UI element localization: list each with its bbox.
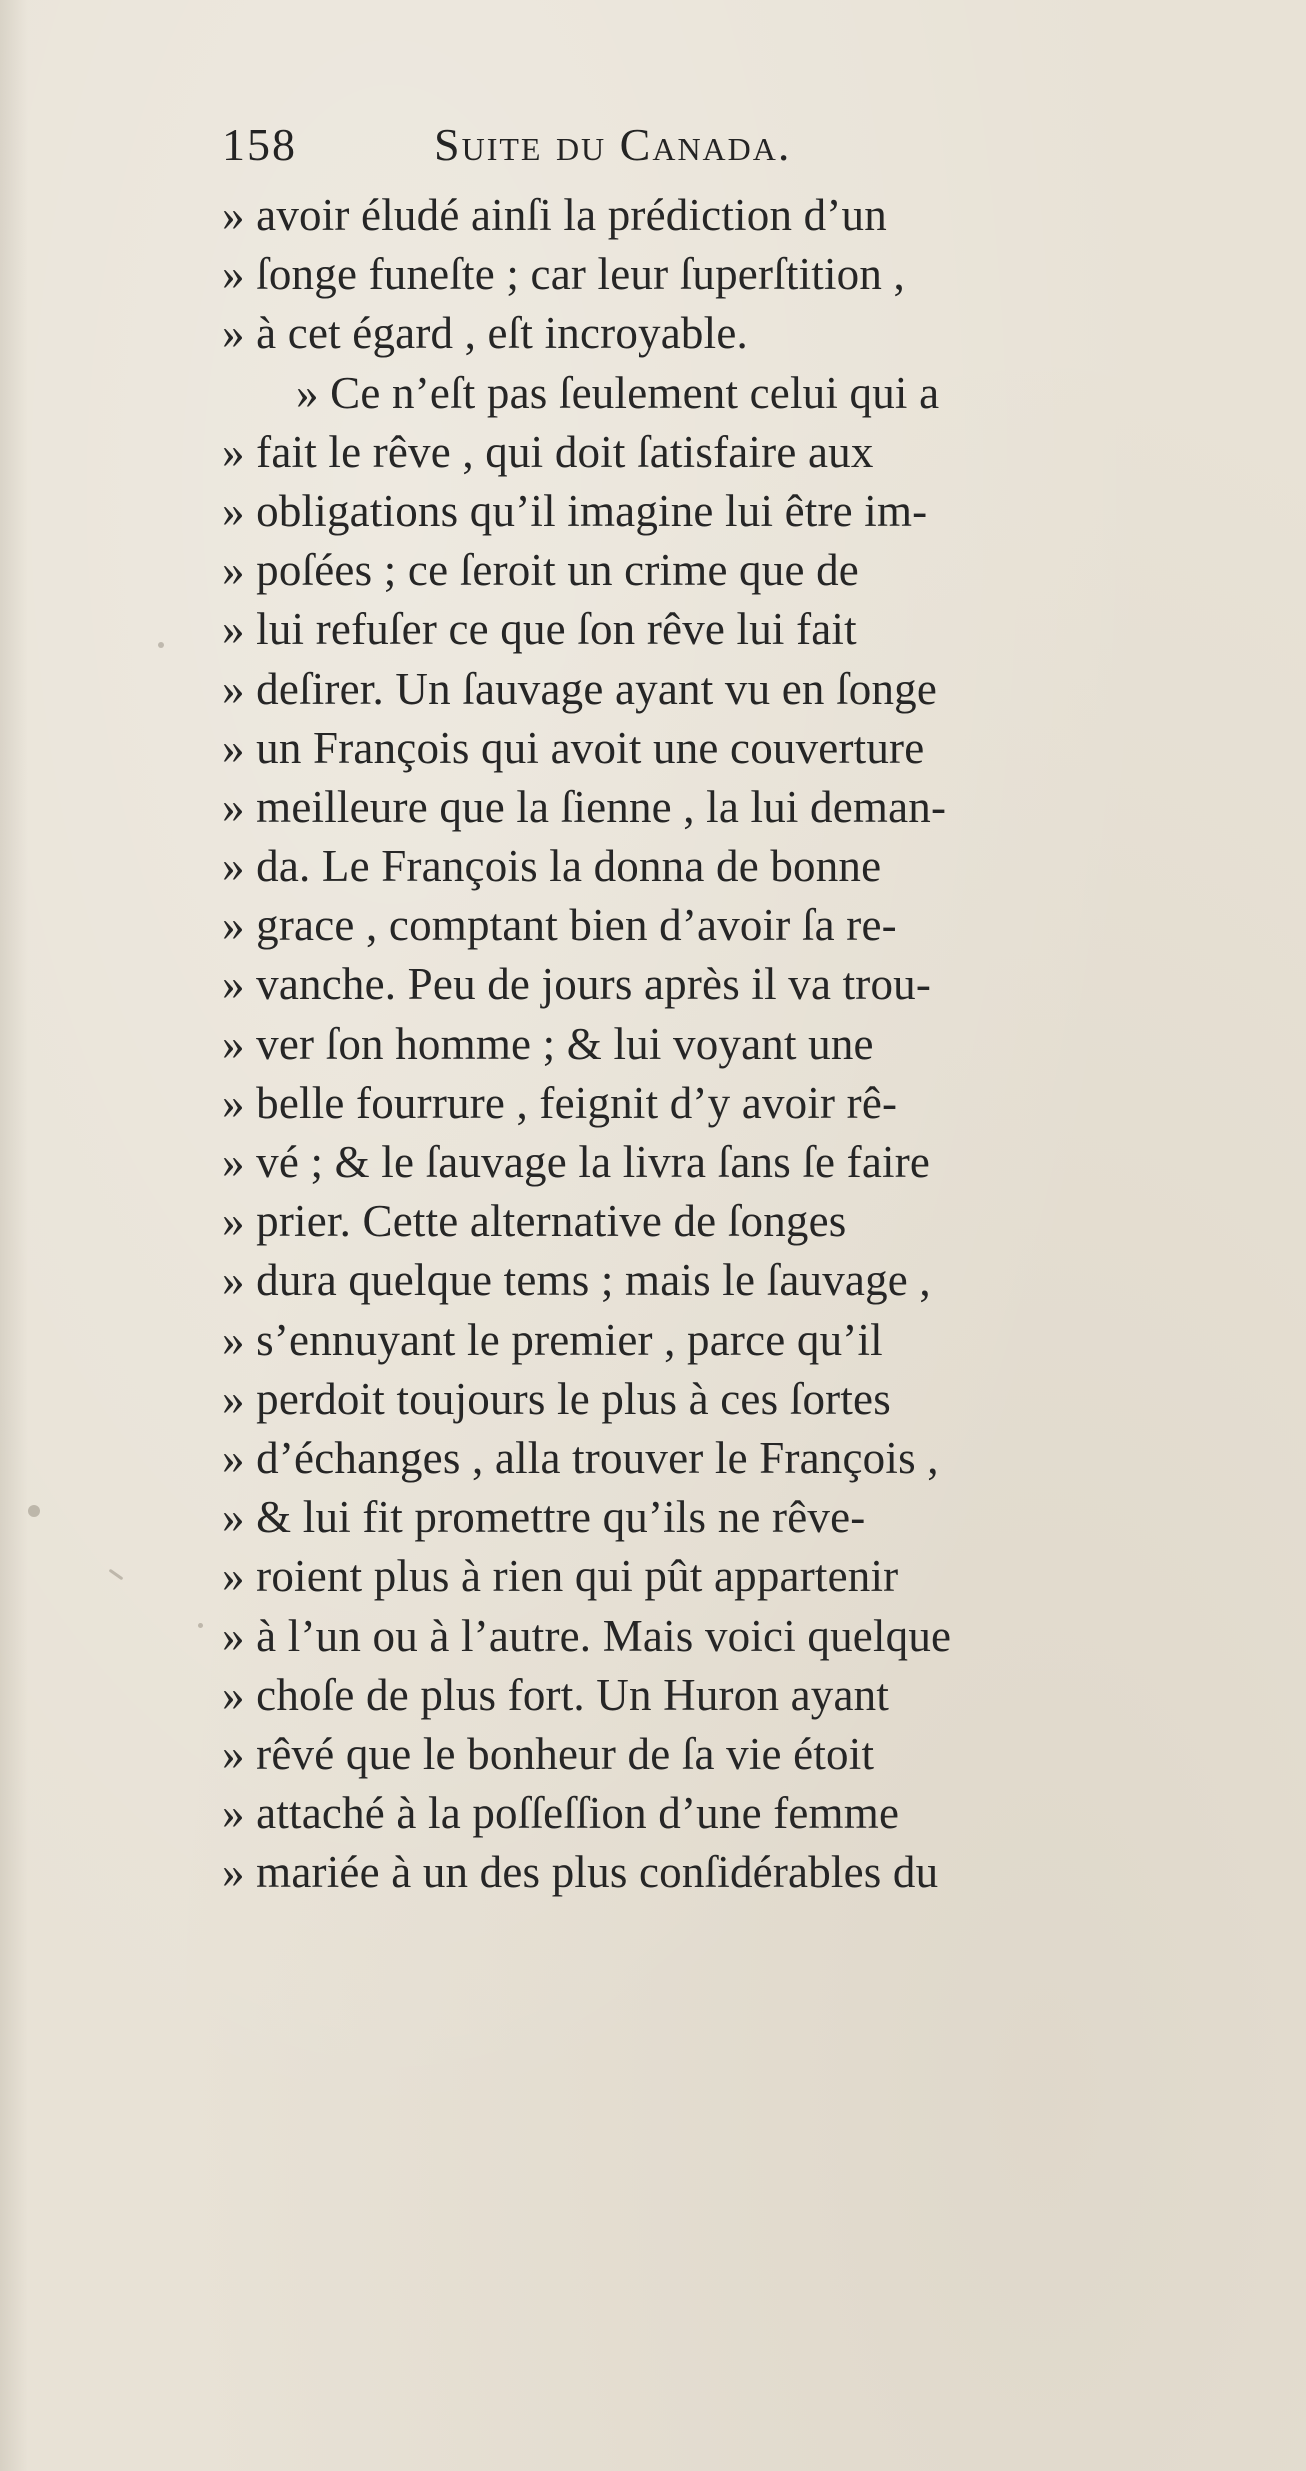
text-line: » s’ennuyant le premier , parce qu’il (222, 1314, 883, 1365)
page-header (222, 118, 1102, 178)
text-line: » fait le rêve , qui doit ſatisfaire aux (222, 426, 874, 477)
text-line: » avoir éludé ainſi la prédiction d’un (222, 190, 887, 240)
text-line: » deſirer. Un ſauvage ayant vu en ſonge (222, 663, 938, 714)
text-line: » un François qui avoit une couverture (222, 722, 925, 773)
text-line: » roient plus à rien qui pût appartenir (222, 1551, 899, 1602)
text-line: » obligations qu’il imagine lui être im- (222, 485, 928, 536)
text-line: » da. Le François la donna de bonne (222, 841, 882, 892)
text-line: » poſées ; ce ſeroit un crime que de (222, 545, 859, 596)
text-line: » meilleure que la ſienne , la lui deman- (222, 781, 947, 832)
paragraph-start-line: » Ce n’eſt pas ſeulement celui qui a (296, 367, 940, 418)
text-line: » d’échanges , alla trouver le François , (222, 1432, 939, 1483)
text-line: » vé ; & le ſauvage la livra ſans ſe faire (222, 1137, 931, 1187)
text-line: » attaché à la poſſeſſion d’une femme (222, 1788, 900, 1839)
paper-speck (198, 1623, 203, 1628)
paper-mark (109, 1569, 124, 1581)
paper-speck (28, 1505, 40, 1517)
page-gutter-shadow (0, 0, 28, 2471)
text-line: » belle fourrure , feignit d’y avoir rê- (222, 1077, 898, 1128)
text-line: » ver ſon homme ; & lui voyant une (222, 1018, 874, 1069)
running-title: Suite du Canada. (434, 119, 792, 170)
text-line: » choſe de plus fort. Un Huron ayant (222, 1669, 890, 1720)
text-line: » grace , comptant bien d’avoir ſa re- (222, 900, 897, 951)
text-line: » & lui fit promettre qu’ils ne rêve- (222, 1492, 866, 1543)
text-line: » rêvé que le bonheur de ſa vie étoit (222, 1728, 875, 1779)
body-text (222, 186, 1222, 1902)
page-number: 158 (222, 119, 297, 170)
text-line: » mariée à un des plus conſidérables du (222, 1847, 939, 1898)
text-line: » à l’un ou à l’autre. Mais voici quelque (222, 1610, 952, 1661)
text-line: » à cet égard , eſt incroyable. (222, 308, 748, 359)
text-line: » perdoit toujours le plus à ces ſortes (222, 1373, 891, 1424)
paper-speck (158, 642, 164, 648)
text-line: » dura quelque tems ; mais le ſauvage , (222, 1255, 931, 1306)
text-line: » prier. Cette alternative de ſonges (222, 1196, 847, 1247)
text-line: » ſonge funeſte ; car leur ſuperſtition , (222, 249, 905, 300)
text-line: » vanche. Peu de jours après il va trou- (222, 959, 932, 1010)
text-line: » lui refuſer ce que ſon rêve lui fait (222, 604, 857, 655)
